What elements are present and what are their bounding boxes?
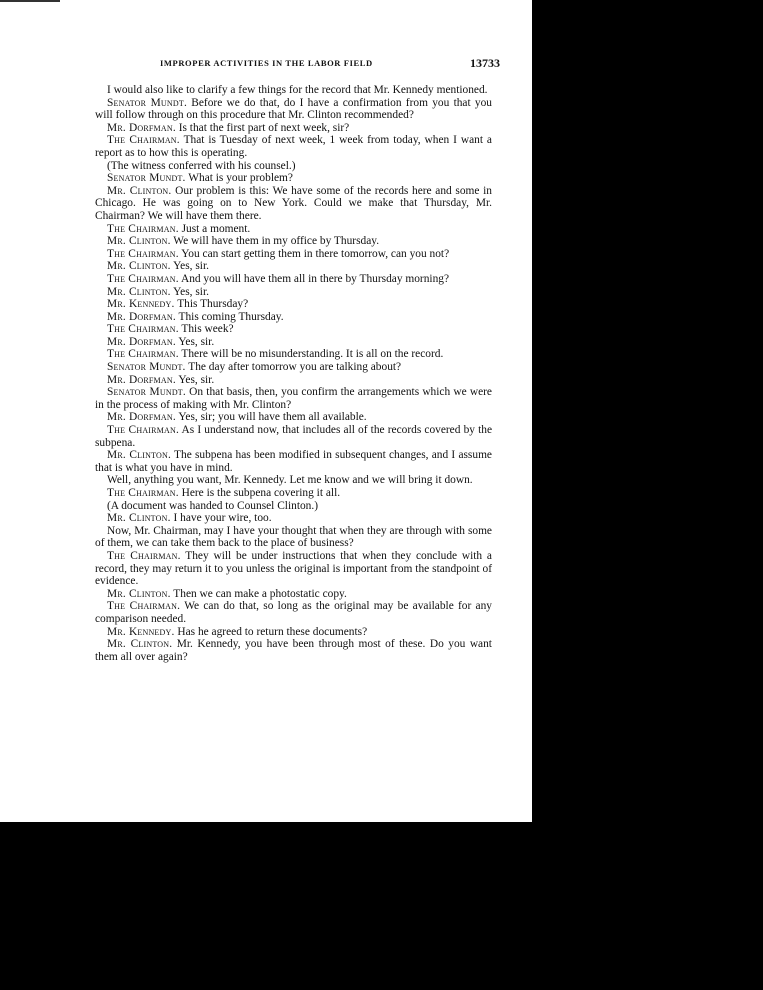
transcript-paragraph <box>95 311 492 324</box>
speaker-name: The Chairman. <box>107 323 179 336</box>
paragraph-text: That is Tuesday of next week, 1 week from today, when I want a report as to how this is operating. <box>95 134 492 159</box>
transcript-paragraph <box>95 600 492 625</box>
paragraph-text: We can do that, so long as the original may be available for any comparison needed. <box>95 600 492 625</box>
paragraph-text: This week? <box>181 323 234 336</box>
speaker-name: Mr. Dorfman. <box>107 411 176 424</box>
paragraph-text: Has he agreed to return these documents? <box>177 625 368 638</box>
speaker-name: Mr. Dorfman. <box>107 335 176 348</box>
paragraph-text: (A document was handed to Counsel Clinton.) <box>107 499 319 512</box>
transcript-paragraph <box>95 411 492 424</box>
paragraph-text: The day after tomorrow you are talking about? <box>188 361 402 374</box>
speaker-name: Mr. Clinton. <box>107 512 171 525</box>
transcript-paragraph <box>95 286 492 299</box>
transcript-paragraph <box>95 323 492 336</box>
speaker-name: Mr. Dorfman. <box>107 373 176 386</box>
transcript-paragraph <box>95 97 492 122</box>
transcript-paragraph <box>95 273 492 286</box>
transcript-paragraph <box>95 386 492 411</box>
paragraph-text: Just a moment. <box>181 222 251 235</box>
transcript-paragraph <box>95 638 492 663</box>
paragraph-text: Yes, sir. <box>178 373 215 386</box>
paragraph-text: Now, Mr. Chairman, may I have your thought that when they are through with some of them, we can take them back to the place of business? <box>95 524 492 550</box>
transcript-paragraph <box>95 424 492 449</box>
speaker-name: Senator Mundt. <box>107 96 188 109</box>
paragraph-text: As I understand now, that includes all of the records covered by the subpena. <box>95 424 493 449</box>
running-head: IMPROPER ACTIVITIES IN THE LABOR FIELD <box>160 58 373 68</box>
paragraph-text: And you will have them all in there by Thursday morning? <box>180 272 450 285</box>
speaker-name: The Chairman. <box>107 222 179 235</box>
transcript-paragraph <box>95 134 492 159</box>
paragraph-text: There will be no misunderstanding. It is all on the record. <box>181 348 444 361</box>
paragraph-text: Yes, sir. <box>178 335 215 348</box>
transcript-paragraph <box>95 550 492 588</box>
paragraph-text: We will have them in my office by Thursday. <box>173 235 380 248</box>
transcript-paragraph <box>95 512 492 525</box>
speaker-name: Mr. Clinton. <box>107 638 173 651</box>
paragraph-text: Then we can make a photostatic copy. <box>173 587 347 600</box>
transcript-paragraph <box>95 248 492 261</box>
paragraph-text: Mr. Kennedy, you have been through most of these. Do you want them all over again? <box>95 638 492 663</box>
transcript-paragraph <box>95 361 492 374</box>
speaker-name: The Chairman. <box>107 424 180 437</box>
speaker-name: The Chairman. <box>107 348 179 361</box>
transcript-paragraph <box>95 500 492 513</box>
speaker-name: The Chairman. <box>107 600 181 613</box>
paragraph-text: (The witness conferred with his counsel.) <box>107 159 296 172</box>
speaker-name: The Chairman. <box>107 549 181 562</box>
speaker-name: Senator Mundt. <box>107 386 186 399</box>
speaker-name: Mr. Clinton. <box>107 235 171 248</box>
paragraph-text: Yes, sir; you will have them all available. <box>178 411 367 424</box>
paragraph-text: I would also like to clarify a few things for the record that Mr. Kennedy mentioned. <box>107 84 488 96</box>
paragraph-text: Yes, sir. <box>173 260 209 273</box>
page-header <box>160 56 500 72</box>
speaker-name: Senator Mundt. <box>107 361 186 374</box>
transcript-paragraph <box>95 122 492 135</box>
speaker-name: Mr. Clinton. <box>107 285 171 298</box>
paragraph-text: I have your wire, too. <box>173 512 272 525</box>
paragraph-text: On that basis, then, you confirm the arrangements which we were in the process of making with Mr. Clinton? <box>95 386 492 411</box>
speaker-name: Mr. Kennedy. <box>107 298 175 311</box>
transcript-paragraph <box>95 348 492 361</box>
transcript-paragraph <box>95 235 492 248</box>
speaker-name: Mr. Dorfman. <box>107 121 176 134</box>
transcript-paragraph <box>95 449 492 474</box>
speaker-name: Mr. Clinton. <box>107 260 171 273</box>
paragraph-text: Before we do that, do I have a confirmation from you that you will follow through on this procedure that Mr. Clinton recommended? <box>95 96 492 122</box>
transcript-paragraph <box>95 185 492 223</box>
transcript-paragraph <box>95 160 492 173</box>
paragraph-text: The subpena has been modified in subsequent changes, and I assume that is what you have in mind. <box>95 449 492 474</box>
transcript-paragraph <box>95 474 492 487</box>
paragraph-text: What is your problem? <box>188 172 293 185</box>
speaker-name: The Chairman. <box>107 487 179 499</box>
transcript-paragraph <box>95 298 492 311</box>
speaker-name: Mr. Dorfman. <box>107 310 176 323</box>
transcript-paragraph <box>95 525 492 550</box>
speaker-name: Senator Mundt. <box>107 172 186 185</box>
paragraph-text: Yes, sir. <box>173 285 209 298</box>
paragraph-text: Our problem is this: We have some of the records here and some in Chicago. He was going on to New York. Could we make that Thursday, Mr. Chairman? We will have them there. <box>95 184 492 222</box>
transcript-paragraph <box>95 223 492 236</box>
transcript-paragraph <box>95 626 492 639</box>
transcript-paragraph <box>95 260 492 273</box>
paragraph-text: Well, anything you want, Mr. Kennedy. Let me know and we will bring it down. <box>107 474 473 487</box>
transcript-paragraph <box>95 374 492 387</box>
speaker-name: Mr. Kennedy. <box>107 625 175 638</box>
page-number: 13733 <box>470 56 500 70</box>
speaker-name: Mr. Clinton. <box>107 184 172 197</box>
paragraph-text: They will be under instructions that when they conclude with a record, they may return it to you unless the original is important from the standpoint of evidence. <box>95 549 492 588</box>
transcript-paragraph <box>95 84 492 97</box>
speaker-name: Mr. Clinton. <box>107 587 171 600</box>
speaker-name: The Chairman. <box>107 134 180 147</box>
transcript-paragraph <box>95 487 492 500</box>
paragraph-text: Is that the first part of next week, sir? <box>178 121 350 134</box>
transcript-body <box>95 84 492 663</box>
transcript-paragraph <box>95 588 492 601</box>
paragraph-text: This Thursday? <box>177 298 249 311</box>
scan-edge-line <box>0 0 60 2</box>
transcript-paragraph <box>95 336 492 349</box>
speaker-name: The Chairman. <box>107 272 179 285</box>
speaker-name: The Chairman. <box>107 247 179 260</box>
speaker-name: Mr. Clinton. <box>107 449 172 462</box>
transcript-paragraph <box>95 172 492 185</box>
paragraph-text: Here is the subpena covering it all. <box>181 487 341 499</box>
paragraph-text: You can start getting them in there tomorrow, can you not? <box>181 247 450 260</box>
paragraph-text: This coming Thursday. <box>178 310 284 323</box>
